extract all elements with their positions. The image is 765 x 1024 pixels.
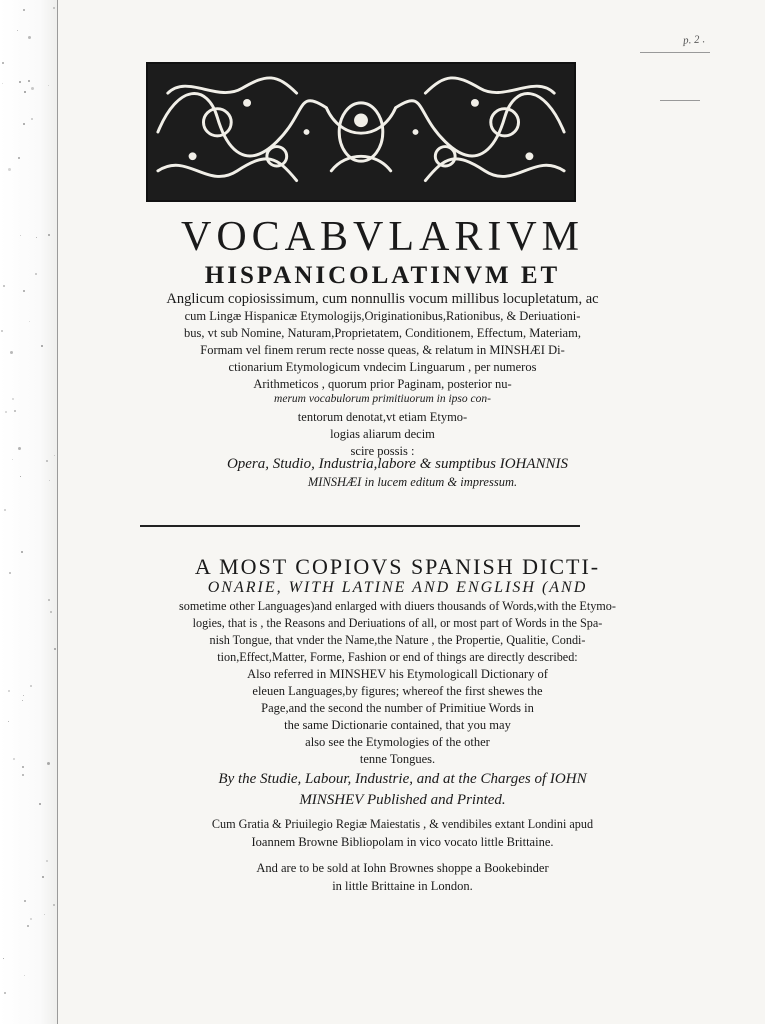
margin-rule — [640, 52, 710, 53]
english-body-line: eleuen Languages,by figures; whereof the first shewes the — [252, 684, 543, 698]
scan-speckle — [24, 91, 26, 93]
english-body-line: also see the Etymologies of the other — [305, 735, 490, 749]
latin-title-line-2: HISPANICOLATINVM ET — [204, 262, 561, 289]
scan-speckle — [29, 321, 30, 322]
latin-body-line: ctionarium Etymologicum vndecim Linguarum , per numeros — [228, 360, 537, 374]
latin-body-line: Formam vel finem rerum recte nosse queas, & relatum in MINSHÆI Di- — [200, 343, 565, 357]
latin-body-line: bus, vt sub Nomine, Naturam,Proprietatem, Conditionem, Effectum, Materiam, — [184, 326, 581, 340]
latin-imprint-line-2: MINSHÆI in lucem editum & impressum. — [307, 475, 518, 489]
english-body-line: Also referred in MINSHEV his Etymologicall Dictionary of — [247, 667, 548, 681]
scan-speckle — [23, 123, 25, 125]
scan-speckle — [4, 992, 6, 994]
scan-speckle — [14, 410, 16, 412]
scan-speckle — [20, 235, 21, 236]
scan-speckle — [48, 85, 49, 86]
scan-speckle — [13, 758, 15, 760]
scan-speckle — [12, 459, 13, 460]
english-imprint-line-1: By the Studie, Labour, Industrie, and at the Charges of IOHN — [218, 771, 587, 787]
english-body-line: Page,and the second the number of Primitiue Words in — [261, 701, 534, 715]
english-body-line: logies, that is , the Reasons and Deriuations of all, or most part of Words in the Spa- — [192, 616, 603, 630]
scan-speckle — [17, 30, 18, 31]
latin-body-line: logias aliarum decim — [330, 427, 435, 441]
scan-speckle — [8, 168, 11, 171]
scan-speckle — [12, 398, 14, 400]
scan-speckle — [42, 876, 44, 878]
scan-speckle — [23, 9, 25, 11]
english-title-line-2: ONARIE, WITH LATINE AND ENGLISH (AND — [207, 579, 588, 596]
scan-speckle — [1, 330, 3, 332]
section-divider — [140, 525, 580, 527]
scan-speckle — [21, 551, 23, 553]
english-body-line: sometime other Languages)and enlarged with diuers thousands of Words,with the Etymo- — [179, 599, 616, 613]
scan-speckle — [8, 690, 10, 692]
latin-body-line: scire possis : — [350, 444, 415, 458]
privilege-line-1: Cum Gratia & Priuilegio Regiæ Maiestatis , & vendibiles extant Londini apud — [211, 817, 594, 831]
latin-imprint-line-1: Opera, Studio, Industria,labore & sumptibus IOHANNIS — [226, 456, 569, 472]
scan-speckle — [27, 925, 29, 927]
latin-body-line: Anglicum copiosissimum, cum nonnullis vocum millibus locupletatum, ac — [166, 291, 599, 307]
scan-speckle — [2, 62, 4, 64]
scan-speckle — [3, 958, 4, 959]
scan-speckle — [24, 900, 26, 902]
scan-speckle — [31, 87, 34, 90]
sold-line-2: in little Brittaine in London. — [332, 879, 473, 893]
scan-speckle — [35, 273, 37, 275]
latin-body-line: merum vocabulorum primitiuorum in ipso con- — [274, 393, 491, 405]
english-title-line-1: A MOST COPIOVS SPANISH DICTI- — [194, 554, 601, 579]
scan-speckle — [44, 914, 45, 915]
scan-speckle — [28, 36, 31, 39]
scan-speckle — [53, 7, 55, 9]
scan-speckle — [54, 455, 55, 456]
scan-speckle — [8, 721, 9, 722]
scan-speckle — [23, 695, 24, 696]
scan-speckle — [18, 157, 20, 159]
scan-speckle — [10, 351, 13, 354]
scan-speckle — [22, 774, 24, 776]
latin-body-line: tentorum denotat,vt etiam Etymo- — [297, 410, 468, 424]
scan-speckle — [22, 766, 24, 768]
scan-speckle — [24, 975, 25, 976]
privilege-line-2: Ioannem Browne Bibliopolam in vico vocato little Brittaine. — [251, 835, 554, 849]
english-body-line: the same Dictionarie contained, that you may — [284, 718, 511, 732]
scan-speckle — [48, 599, 50, 601]
english-body-line: tion,Effect,Matter, Forme, Fashion or end of things are directly described: — [217, 650, 578, 664]
scan-speckle — [4, 509, 6, 511]
scan-speckle — [31, 118, 33, 120]
latin-title-line-1: VOCABVLARIVM — [180, 214, 584, 260]
scan-speckle — [36, 237, 37, 238]
scroll-ornament-icon — [148, 64, 574, 200]
scan-speckle — [5, 411, 7, 413]
scan-speckle — [49, 480, 50, 481]
scan-speckle — [23, 290, 25, 292]
scan-speckle — [2, 83, 3, 84]
scan-speckle — [18, 447, 21, 450]
scan-speckle — [54, 648, 56, 650]
scan-speckle — [46, 460, 48, 462]
scan-speckle — [48, 234, 50, 236]
scan-speckle — [20, 476, 21, 477]
scan-speckle — [47, 762, 50, 765]
scan-speckle — [30, 918, 32, 920]
scan-speckle — [39, 803, 41, 805]
english-body-line: tenne Tongues. — [359, 752, 436, 766]
scan-speckle — [41, 345, 43, 347]
scan-speckle — [22, 700, 23, 701]
margin-rule — [660, 100, 700, 101]
scan-speckle — [9, 572, 11, 574]
ornamental-headpiece — [146, 62, 576, 202]
latin-body-line: Arithmeticos , quorum prior Paginam, posterior nu- — [253, 377, 512, 391]
scan-speckle — [30, 685, 32, 687]
scan-speckle — [3, 285, 5, 287]
latin-body-line: cum Lingæ Hispanicæ Etymologijs,Originationibus,Rationibus, & Deriuationi- — [184, 309, 581, 323]
scan-speckle — [50, 611, 52, 613]
scan-speckle — [19, 81, 21, 83]
sold-line-1: And are to be sold at Iohn Brownes shoppe a Bookebinder — [256, 861, 549, 875]
scan-speckle — [28, 80, 30, 82]
margin-annotation: p. 2 . — [682, 33, 706, 47]
scan-speckle — [46, 860, 48, 862]
scan-speckle — [53, 904, 55, 906]
english-body-line: nish Tongue, that vnder the Name,the Nature , the Propertie, Qualitie, Condi- — [209, 633, 586, 647]
english-imprint-line-2: MINSHEV Published and Printed. — [299, 792, 506, 808]
